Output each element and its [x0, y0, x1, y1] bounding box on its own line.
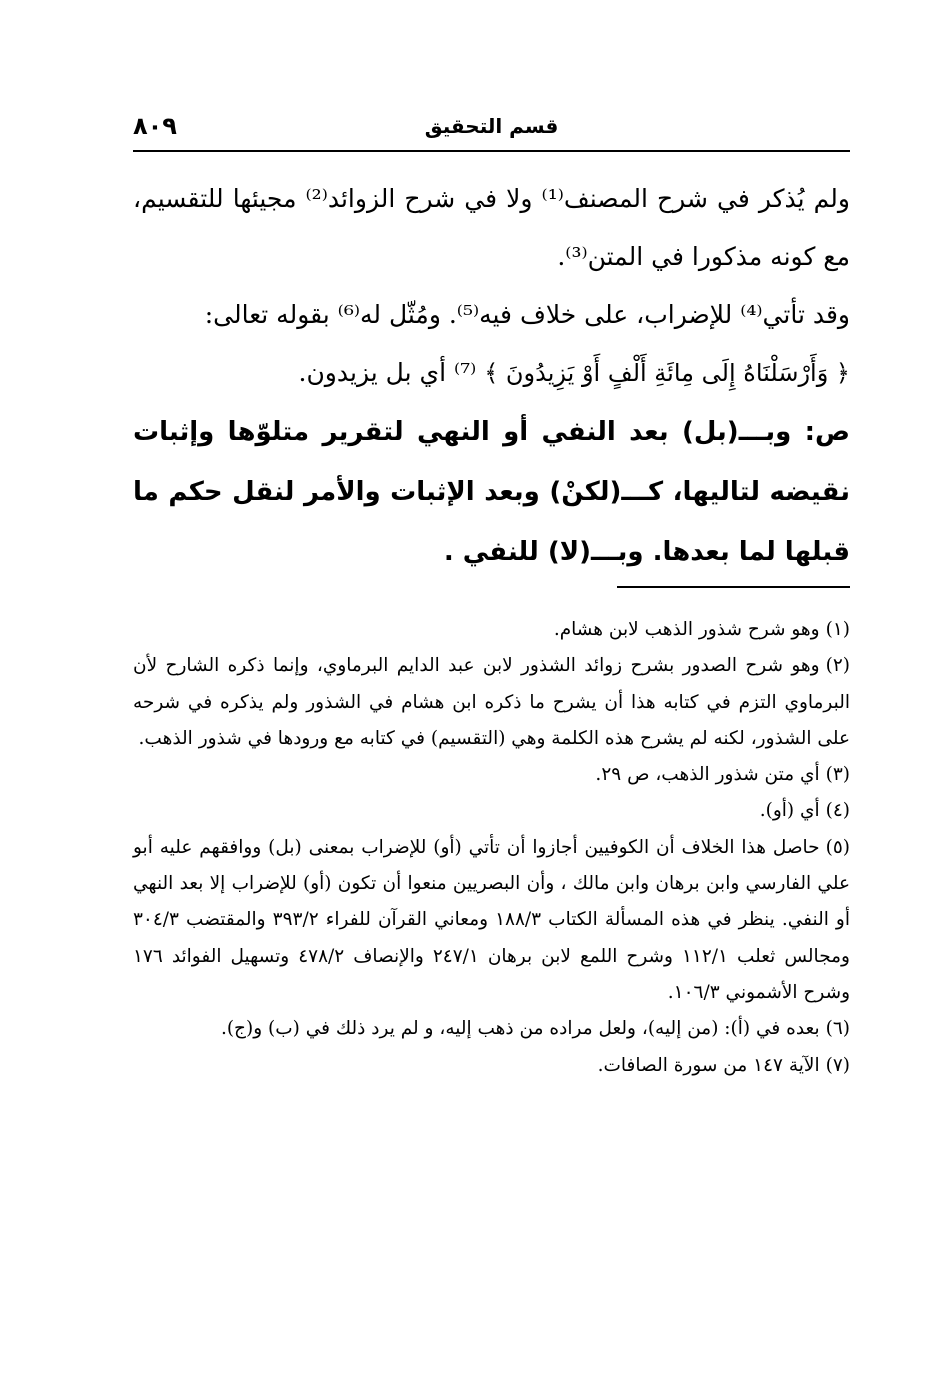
quran-footnote-ref: ⁽⁷⁾: [453, 358, 477, 387]
footnote-3: [133, 757, 850, 793]
footnote-number: (٢): [825, 655, 850, 677]
footnote-number: (١): [825, 619, 850, 640]
footnote-number: (٥): [825, 836, 850, 858]
page-header: [133, 110, 850, 152]
quran-verse-line: [133, 344, 850, 402]
footnote-number: (٣): [825, 764, 850, 786]
footnote-text: أي متن شذور الذهب، ص ٢٩.: [595, 764, 820, 786]
quran-explanation: أي بل يزيدون.: [298, 358, 447, 387]
paragraph-2-line: وقد تأتي⁽⁴⁾ للإضراب، على خلاف فيه⁽⁵⁾. ومُثّل له⁽⁶⁾ بقوله تعالى:: [204, 300, 850, 329]
matn-text: ص: وبـــ(بل) بعد النفي أو النهي لتقرير متلوّها وإثبات نقيضه لتاليها، كـــ(لكنْ) وبعد الإثبات والأمر لنقل حكم ما قبلها لما بعدها. وبـــ(لا) للنفي .: [133, 417, 850, 567]
footnote-7: [133, 1048, 850, 1084]
footnote-number: (٤): [825, 800, 850, 822]
footnotes: [133, 612, 850, 1084]
section-title: قسم التحقيق: [424, 114, 559, 138]
page-number: ٨٠٩: [133, 112, 177, 140]
footnote-separator: [617, 586, 850, 588]
footnote-number: (٦): [825, 1018, 850, 1040]
footnote-6: [133, 1011, 850, 1047]
footnote-text: وهو شرح الصدور بشرح زوائد الشذور لابن عبد الدايم البرماوي، وإنما ذكره الشارح لأن البرماوي التزم في كتابه هذا أن يشرح ما ذكره ابن هشام في الشذور ولم يذكره في شرحه على الشذور، لكنه لم يشرح هذه الكلمة وهي (التقسيم) في كتابه مع ورودها في شذور الذهب.: [133, 655, 850, 749]
footnote-5: [133, 830, 850, 1011]
quran-verse: ﴿ وَأَرْسَلْنَاهُ إِلَى مِائَةِ أَلْفٍ أَوْ يَزِيدُونَ ﴾: [484, 359, 850, 387]
footnote-2: [133, 648, 850, 757]
footnote-number: (٧): [825, 1054, 850, 1076]
footnote-4: [133, 793, 850, 829]
paragraph-1: ولم يُذكر في شرح المصنف⁽¹⁾ ولا في شرح الزوائد⁽²⁾ مجيئها للتقسيم، مع كونه مذكورا في المتن⁽³⁾.: [133, 184, 850, 271]
footnote-text: بعده في (أ): (من إليه)، ولعل مراده من ذهب إليه، و لم يرد ذلك في (ب) و(ج).: [220, 1018, 820, 1040]
footnote-text: أي (أو).: [759, 800, 820, 822]
footnote-text: حاصل هذا الخلاف أن الكوفيين أجازوا أن تأتي (أو) للإضراب بمعنى (بل) ووافقهم عليه أبو علي الفارسي وابن برهان وابن مالك ، وأن البصريين منعوا أن تكون (أو) للإضراب إلا بعد النهي أو النفي. ينظر في هذه المسألة الكتاب ١٨٨/٣ ومعاني القرآن للفراء ٣٩٣/٢ والمقتضب ٣٠٤/٣ ومجالس ثعلب ١١٢/١ وشرح اللمع لابن برهان ٢٤٧/١ والإنصاف ٤٧٨/٢ وتسهيل الفوائد ١٧٦ وشرح الأشموني ١٠٦/٣.: [133, 836, 850, 1003]
footnote-text: الآية ١٤٧ من سورة الصافات.: [597, 1054, 820, 1076]
footnote-1: [133, 612, 850, 648]
footnote-text: وهو شرح شذور الذهب لابن هشام.: [553, 619, 820, 640]
paragraph-2: [133, 286, 850, 402]
main-text: [133, 170, 850, 582]
